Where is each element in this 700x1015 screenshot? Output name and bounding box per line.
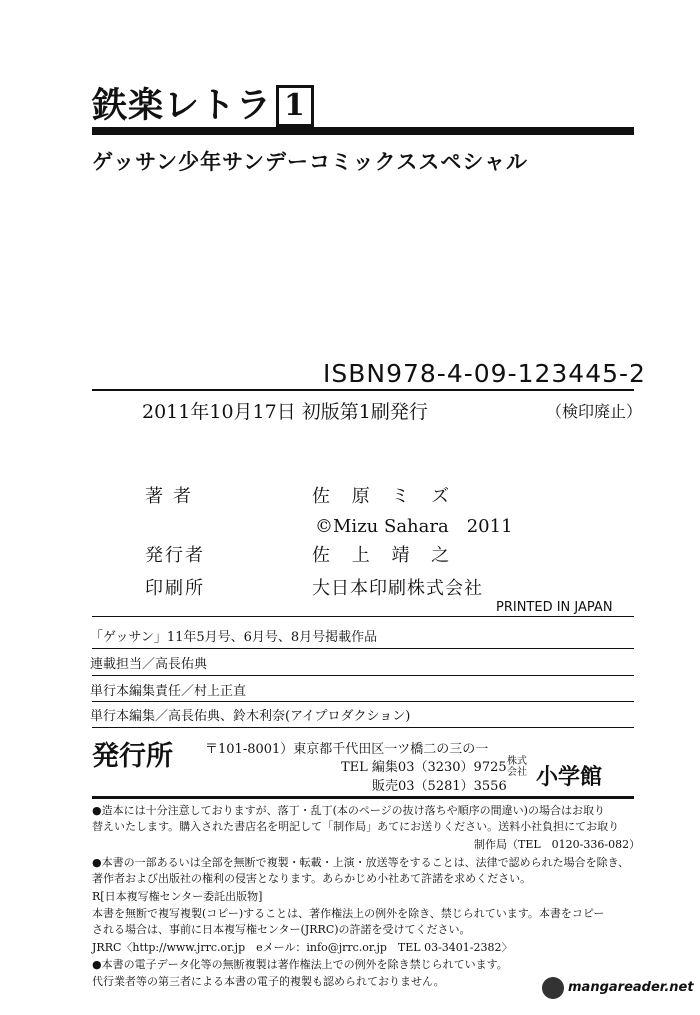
notice-line: 代行業者等の第三者による本書の電子的複製も認められておりません。 bbox=[92, 975, 445, 988]
isbn: ISBN978-4-09-123445-2 bbox=[323, 359, 646, 388]
publisher-tel-sales: 販売03（5281）3556 bbox=[372, 779, 507, 794]
info-line-editor: 連載担当／高長佑典 bbox=[90, 657, 208, 672]
notice-line: JRRC〈http://www.jrrc.or.jp eメール：info@jrrc.or.jp TEL 03-3401-2382〉 bbox=[92, 941, 513, 954]
company-name: 小学館 bbox=[536, 764, 603, 790]
notice-line: ●造本には十分注意しておりますが、落丁・乱丁(本のページの抜け落ちや順序の間違い)の場合はお取り bbox=[92, 804, 605, 817]
book-title bbox=[92, 78, 314, 128]
book-title-text: 鉄楽レトラ bbox=[92, 85, 273, 126]
info-line-magazine: 「ゲッサン」11年5月号、6月号、8月号掲載作品 bbox=[90, 630, 378, 645]
notice-line: ●本書の一部あるいは全部を無断で複製・転載・上演・放送等をすることは、法律で認められた場合を除き、 bbox=[92, 856, 630, 869]
info-rule bbox=[92, 648, 634, 649]
notice-line: 替えいたします。購入された書店名を明記して「制作局」あてにお送りください。送料小社負担にてお取り bbox=[92, 820, 620, 833]
publisher-rule bbox=[92, 796, 634, 799]
stamp-note: （検印廃止） bbox=[546, 402, 643, 421]
company-prefix: 株式会社 bbox=[507, 756, 527, 778]
notice-line: 本書を無断で複写複製(コピー)することは、著作権法上の例外を除き、禁じられています。本書をコピー bbox=[92, 907, 605, 920]
credit-label-printer: 印刷所 bbox=[145, 578, 205, 599]
info-rule bbox=[92, 701, 634, 702]
credit-value-author: 佐 原 ミ ズ bbox=[312, 486, 458, 507]
notice-line: R[日本複写権センター委託出版物] bbox=[92, 890, 263, 903]
notice-line: ●本書の電子データ化等の無断複製は著作権法上での例外を除き禁じられています。 bbox=[92, 958, 508, 971]
watermark-text: mangareader.net bbox=[568, 980, 694, 995]
credit-value-printer: 大日本印刷株式会社 bbox=[312, 578, 483, 599]
volume-number: 1 bbox=[276, 85, 314, 127]
notice-line: 著作者および出版社の権利の侵害となります。あらかじめ小社あて許諾を求めください。 bbox=[92, 872, 532, 885]
series-name: ゲッサン少年サンデーコミックススペシャル bbox=[92, 149, 529, 174]
info-rule bbox=[92, 727, 634, 728]
notice-line-production: 制作局（TEL 0120-336-082） bbox=[474, 838, 641, 851]
notice-line: される場合は、事前に日本複写権センター(JRRC)の許諾を受けてください。 bbox=[92, 923, 471, 936]
publisher-address: 〒101-8001）東京都千代田区一ツ橋二の三の一 bbox=[205, 742, 489, 757]
info-line-chief-editor: 単行本編集責任／村上正直 bbox=[90, 684, 247, 699]
printed-in-japan: PRINTED IN JAPAN bbox=[496, 600, 613, 615]
credit-label-publisher: 発行者 bbox=[145, 545, 205, 566]
title-rule bbox=[92, 127, 634, 135]
credit-value-publisher: 佐 上 靖 之 bbox=[312, 545, 458, 566]
info-rule bbox=[92, 675, 634, 676]
watermark-logo-icon bbox=[542, 977, 564, 999]
credit-copyright: ©Mizu Sahara 2011 bbox=[315, 516, 513, 537]
publisher-tel-edit: TEL 編集03（3230）9725 bbox=[341, 760, 507, 775]
info-line-book-editor: 単行本編集／高長佑典、鈴木利奈(アイプロダクション) bbox=[90, 709, 411, 724]
credits-rule bbox=[92, 616, 634, 617]
publication-date: 2011年10月17日 初版第1刷発行 bbox=[142, 401, 428, 423]
isbn-rule bbox=[92, 389, 634, 391]
credit-label-author: 著者 bbox=[145, 486, 201, 507]
publisher-label: 発行所 bbox=[92, 741, 173, 772]
